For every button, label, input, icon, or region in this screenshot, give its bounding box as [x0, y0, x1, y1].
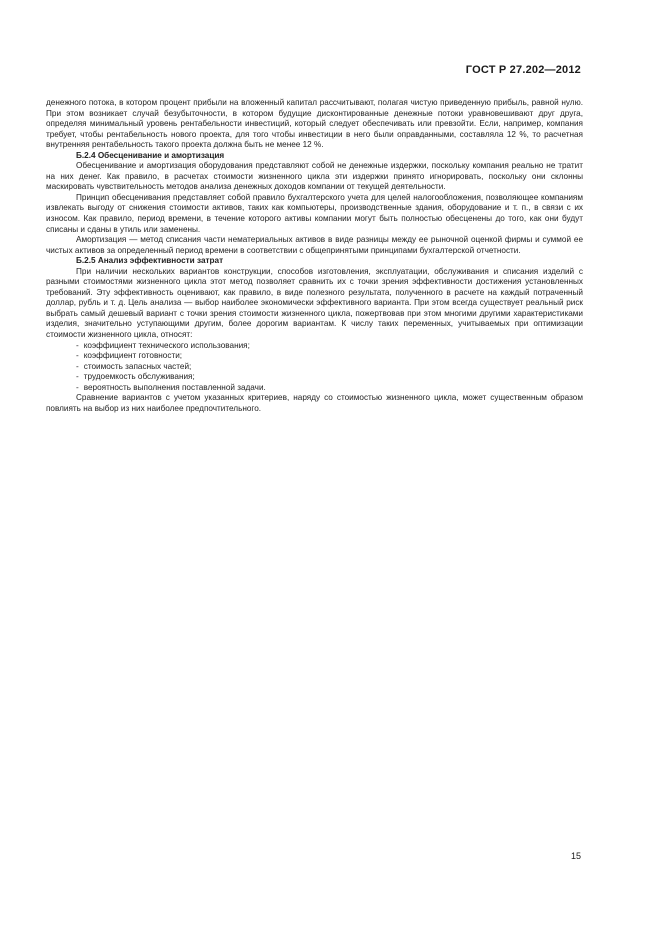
document-body	[46, 98, 583, 414]
paragraph-intro: денежного потока, в котором процент прибыли на вложенный капитал рассчитывают, полагая чистую приведенную прибыль, равной нулю. При этом возникает случай безубыточности, в котором будущие дисконтированные денежные потоки уравновешивают друг друга, определяя минимальный уровень рентабельности инвестиций, который следует обеспечивать или превзойти. Если, например, компания требует, чтобы рентабельность нового проекта, для того чтобы инвестиции в него были оправданными, составляла 12 %, то расчетная внутренняя рентабельность такого проекта должна быть не менее 12 %.	[46, 98, 583, 150]
paragraph-b25-1: При наличии нескольких вариантов конструкции, способов изготовления, эксплуатации, обслуживания и списания изделий с разными стоимостями жизненного цикла этот метод позволяет сравнить их с точки зрения эффективности достижения установленных требований. Эту эффективность оценивают, как правило, в виде полезного результата, полученного в расчете на каждый потраченный доллар, рубль и т. д. Цель анализа — выбор наиболее экономически эффективного варианта. При этом всегда существует реальный риск выбрать самый дешевый вариант с точки зрения стоимости жизненного цикла, пожертвовав при этом многими другими характеристиками изделия, значительно уступающими другим, более дорогим вариантам. К числу таких переменных, учитываемых при оптимизации стоимости жизненного цикла, относят:	[46, 266, 583, 340]
list-item: - коэффициент технического использования;	[76, 340, 250, 350]
standard-code-header: ГОСТ Р 27.202—2012	[465, 64, 581, 76]
list-item: - стоимость запасных частей;	[76, 361, 192, 371]
section-heading-b25: Б.2.5 Анализ эффективности затрат	[76, 256, 224, 266]
list-item: - вероятность выполнения поставленной задачи.	[76, 382, 266, 392]
list-item: - трудоемкость обслуживания;	[76, 372, 195, 382]
page-number: 15	[570, 851, 581, 861]
paragraph-b24-2: Принцип обесценивания представляет собой правило бухгалтерского учета для целей налогообложения, позволяющее компаниям извлекать выгоду от снижения стоимости активов, таких как компьютеры, производственные здания, оборудование и т. п., в связи с их износом. Как правило, период времени, в течение которого активы компании могут быть полностью обесценены до того, как они будут списаны и сданы в утиль или заменены.	[46, 192, 583, 234]
paragraph-b24-1: Обесценивание и амортизация оборудования представляют собой не денежные издержки, поскольку компания реально не тратит на них денег. Как правило, в расчетах стоимости жизненного цикла эти издержки принято игнорировать, поскольку они склонны маскировать чувствительность методов анализа денежных доходов компании от текущей деятельности.	[46, 161, 583, 192]
paragraph-b25-closing: Сравнение вариантов с учетом указанных критериев, наряду со стоимостью жизненного цикла, может существенным образом повлиять на выбор из них наиболее предпочтительного.	[46, 393, 583, 413]
paragraph-b24-3: Амортизация — метод списания части нематериальных активов в виде разницы между ее рыночной оценкой фирмы и суммой ее чистых активов за определенный период времени в соответствии с общепринятыми принципами бухгалтерской отчетности.	[46, 235, 583, 255]
list-item: - коэффициент готовности;	[76, 351, 183, 361]
criteria-list	[46, 341, 583, 394]
section-heading-b24: Б.2.4 Обесценивание и амортизация	[76, 150, 225, 160]
